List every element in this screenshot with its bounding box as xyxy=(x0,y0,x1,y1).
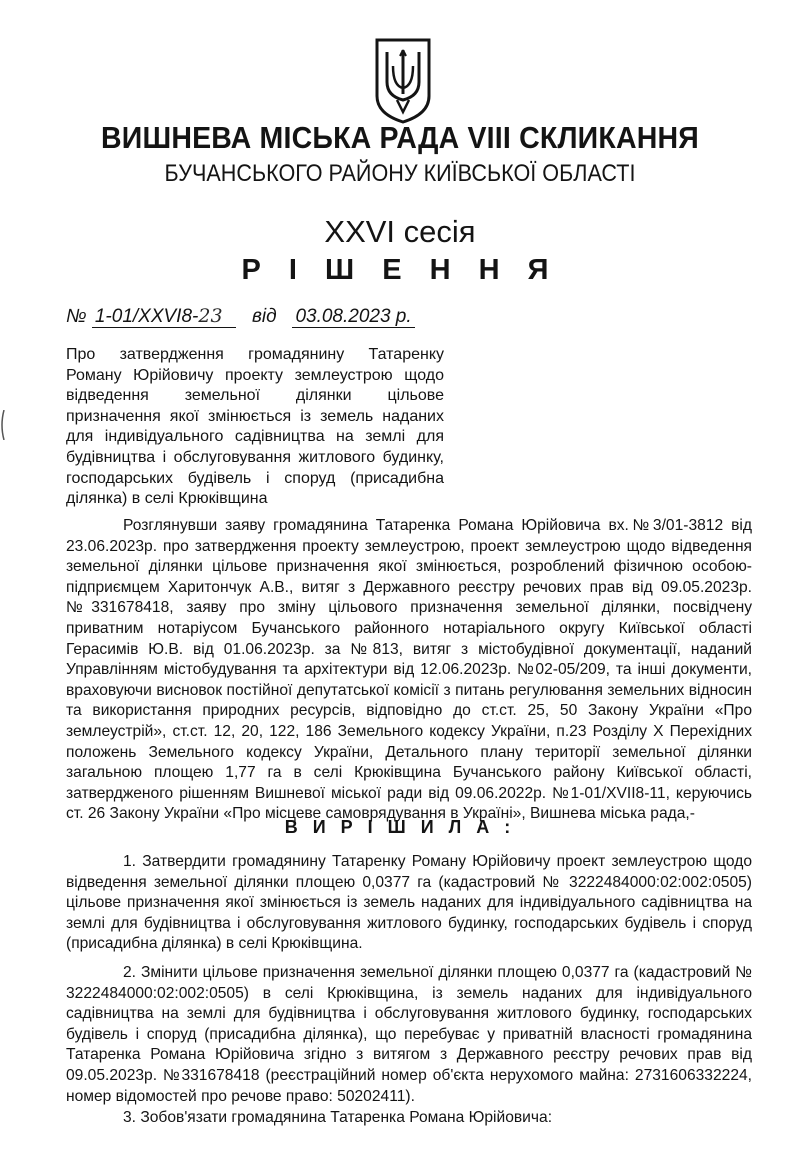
resolution-item-2: 2. Змінити цільове призначення земельної ділянки площею 0,0377 га (кадастровий № 3222484000:02:002:0505) в селі Крюківщина, із земель наданих для індивідуального садівництва на землі для будівництва і обслуговування житлового будинку, господарських будівель і споруд (присадибна ділянка), що перебуває у приватній власності громадянина Татаренка Романа Юрійовича згідно з витягом з Державного реєстру речових прав від 09.05.2023р. №331678418 (реєстраційний номер об'єкта нерухомого майна: 2731606332224, номер відомостей про речове право: 50202411). xyxy=(66,964,752,1105)
scan-margin-mark xyxy=(0,410,6,440)
session-title: XXVI сесія xyxy=(324,214,476,249)
preamble-paragraph: Розглянувши заяву громадянина Татаренка Романа Юрійовича вх.№3/01-3812 від 23.06.2023р. про затвердження проекту землеустрою, проект землеустрою щодо відведення земельної ділянки цільове призначення якої змінюється, розроблений фізичною особою-підприємцем Харитончук А.В., витяг з Державного реєстру речових прав від 09.05.2023р. №331678418, заяву про зміну цільового призначення земельної ділянки, посвідчену приватним нотаріусом Бучанського районного нотаріального округу Київської області Герасимів Ю.В. від 01.06.2023р. за №813, витяг з містобудівної документації, наданий Управлінням містобудування та архітектури від 12.06.2023р. №02-05/209, та інші документи, враховуючи висновок постійної депутатської комісії з питань регулювання земельних відносин та використання природних ресурсів, відповідно до ст.ст. 25, 50 Закону України «Про землеустрій», ст.ст. 12, 20, 122, 186 Земельного кодексу України, п.23 Розділу Х Перехідних положень Земельного кодексу України, Детального плану території земельної ділянки загальною площею 1,77 га в селі Крюківщина Бучанського району Київської області, затвердженого рішенням Вишневої міської ради від 09.06.2022р. №1-01/XVII8-11, керуючись ст. 26 Закону України «Про місцеве самоврядування в Україні», Вишнева міська рада,- xyxy=(66,517,752,823)
decision-date: 03.08.2023 р. xyxy=(292,306,414,328)
resolution-item-3: 3. Зобов'язати громадянина Татаренка Романа Юрійовича: xyxy=(123,1109,553,1126)
resolution-item-1: 1. Затвердити громадянину Татаренку Роману Юрійовичу проект землеустрою щодо відведення земельної ділянки площею 0,0377 га (кадастровий № 3222484000:02:002:0505) цільове призначення якої змінюється із земель наданих для індивідуального садівництва на землі для будівництва і обслуговування житлового будинку, господарських будівель і споруд (присадибна ділянка) в селі Крюківщина. xyxy=(66,853,752,953)
decision-title: Р І Ш Е Н Н Я xyxy=(241,254,559,286)
trident-coat-of-arms-icon xyxy=(373,36,433,124)
decision-number-line xyxy=(66,303,415,330)
number-label: № xyxy=(66,306,87,327)
resolved-heading: В И Р І Ш И Л А : xyxy=(284,817,516,837)
handwritten-number: 23 xyxy=(198,305,223,327)
date-label: від xyxy=(251,306,277,327)
decision-subject: Про затвердження громадянину Татаренку Роману Юрійовичу проекту землеустрою щодо відведення земельної ділянки цільове призначення якої змінюється із земель наданих для індивідуального садівництва на землі для будівництва і обслуговування житлового будинку, господарських будівель і споруд (присадибна ділянка) в селі Крюківщина xyxy=(66,346,444,508)
council-name: ВИШНЕВА МІСЬКА РАДА VIII СКЛИКАННЯ xyxy=(101,120,699,155)
decision-number-prefix: 1-01/XXVI8- xyxy=(94,306,199,327)
district-name: БУЧАНСЬКОГО РАЙОНУ КИЇВСЬКОЇ ОБЛАСТІ xyxy=(164,160,636,187)
decision-number xyxy=(92,306,236,328)
